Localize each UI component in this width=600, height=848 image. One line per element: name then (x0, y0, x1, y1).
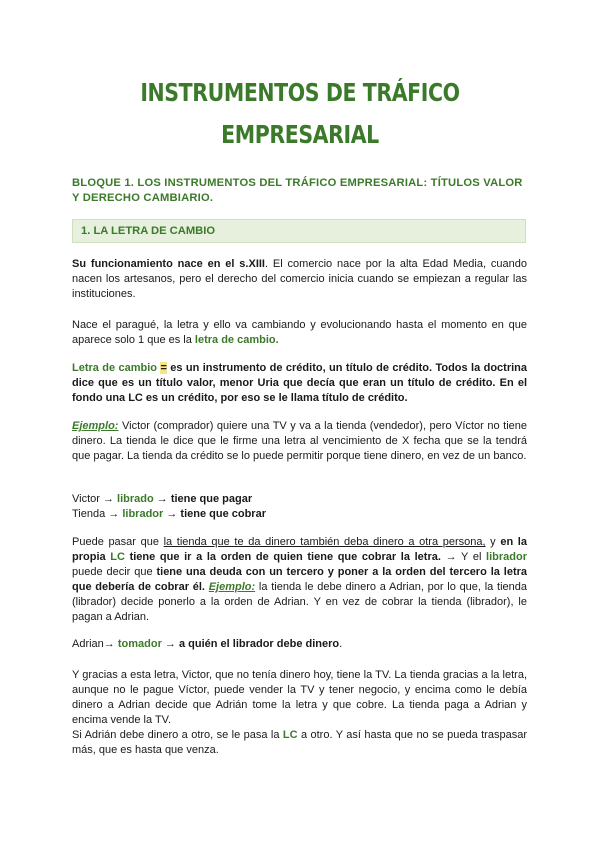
conclusion-b: a otro. Y así hasta que no se pueda traspasar más, que es hasta que venza. (72, 729, 527, 756)
endorse-example-label: Ejemplo: (208, 581, 256, 593)
endorse-librador: librador (486, 551, 527, 563)
endorse-b: y (485, 536, 501, 548)
role-line-librador (72, 507, 527, 522)
paragraph-conclusion (72, 668, 527, 758)
tomador-period: . (339, 638, 343, 650)
conclusion-text: Y gracias a esta letra, Victor, que no tenía dinero hoy, tiene la TV. La tienda gracias a la letra, aunque no le pague Víctor, puede vender la TV y tener negocio, y encima como le debía dinero a Adrian decide que Adrián tome la letra y que cobre. La tienda paga a Adrian y encima vende la TV. (72, 669, 527, 726)
role-line-librado (72, 492, 527, 507)
evolution-text: Nace el paragué, la letra y ello va cambiando y evolucionando hasta el momento en que aparece solo 1 que es la (72, 319, 527, 346)
role-1-subject: Victor → (72, 493, 118, 505)
paragraph-definition (72, 361, 527, 406)
role-2-term: librador (122, 508, 164, 520)
endorse-f: puede decir que (72, 566, 157, 578)
endorse-a: Puede pasar que (72, 536, 164, 548)
endorse-lc: LC (110, 551, 125, 563)
document-title-line-2: EMPRESARIAL (221, 120, 379, 149)
endorse-e: → Y el (440, 551, 487, 563)
definition-text: es un instrumento de crédito, un título de crédito. Todos la doctrina dice que es un título valor, menor Uria que decía que eran un título de crédito. En el fondo una LC es un crédito, por eso se le llama título de crédito. (72, 362, 527, 404)
origin-text: . El comercio nace por la alta Edad Media, cuando nacen los artesanos, pero el derecho del comercio inicia cuando se empiezan a regular las instituciones. (72, 258, 527, 300)
paragraph-example (72, 419, 527, 464)
definition-equals: = (160, 362, 167, 374)
paragraph-evolution (72, 318, 527, 348)
role-1-term: librado (117, 493, 154, 505)
example-label: Ejemplo: (72, 420, 119, 432)
paragraph-endorsement (72, 535, 527, 625)
tomador-subject: Adrian→ (72, 638, 118, 650)
role-1-desc: → tiene que pagar (153, 493, 253, 505)
endorse-c: en la propia (72, 536, 527, 563)
section-heading: 1. LA LETRA DE CAMBIO (72, 219, 526, 243)
tomador-desc: → a quién el librador debe dinero (161, 638, 340, 650)
tomador-term: tomador (117, 638, 162, 650)
endorse-underlined: la tienda que te da dinero también deba dinero a otra persona, (163, 536, 486, 548)
evolution-term: letra de cambio. (194, 334, 279, 346)
paragraph-origin (72, 257, 527, 302)
role-2-desc: → tiene que cobrar (163, 508, 266, 520)
origin-bold: Su funcionamiento nace en el s.XIII (72, 258, 265, 270)
block-heading: BLOQUE 1. LOS INSTRUMENTOS DEL TRÁFICO EMPRESARIAL: TÍTULOS VALOR Y DERECHO CAMBIARIO. (72, 177, 523, 204)
document-title-line-1: INSTRUMENTOS DE TRÁFICO (140, 78, 460, 107)
endorse-h: la tienda le debe dinero a Adrian, por lo que, la tienda (librador) decide ponerlo a la orden de Adrian. Y en vez de cobrar la tienda (librador), le pagan a Adrian. (72, 581, 527, 623)
endorse-g: tiene una deuda con un tercero y poner a la orden del tercero la letra que debería de cobrar él. (72, 566, 527, 593)
role-line-tomador (72, 637, 527, 652)
endorse-d: tiene que ir a la orden de quien tiene que cobrar la letra. (124, 551, 441, 563)
conclusion-a: Si Adrián debe dinero a otro, se le pasa la (72, 729, 283, 741)
definition-term: Letra de cambio (72, 362, 158, 374)
conclusion-lc: LC (282, 729, 298, 741)
example-text: Victor (comprador) quiere una TV y va a la tienda (vendedor), pero Víctor no tiene dinero. La tienda le dice que le firme una letra al vencimiento de X fecha que se la tendrá que pagar. La tienda da crédito se lo puede permitir porque tiene dinero, en vez de un banco. (72, 420, 527, 462)
role-2-subject: Tienda → (72, 508, 123, 520)
